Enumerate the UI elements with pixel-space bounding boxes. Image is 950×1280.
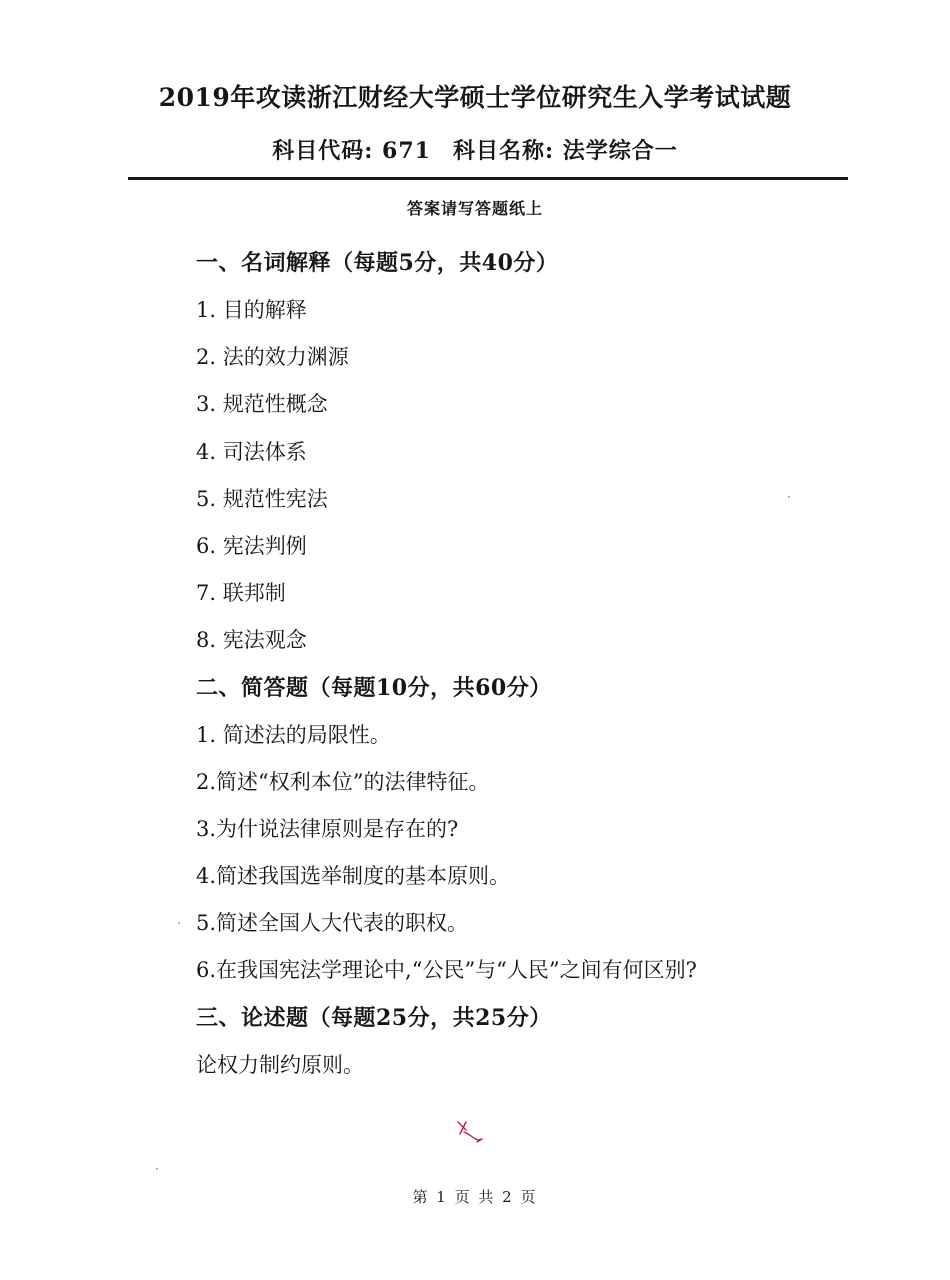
- header-divider: [128, 177, 848, 180]
- question-item: 1. 简述法的局限性。: [196, 722, 391, 747]
- question-item: 4. 司法体系: [196, 439, 307, 464]
- section-2: [196, 665, 896, 995]
- question-item: 5. 规范性宪法: [196, 486, 328, 511]
- answer-instruction: 答案请写答题纸上: [406, 199, 543, 218]
- question-item: 7. 联邦制: [196, 581, 286, 606]
- scan-speck: [178, 922, 180, 924]
- section-1: [196, 240, 896, 665]
- scan-speck: [788, 496, 790, 498]
- question-item: 2.简述“权利本位”的法律特征。: [196, 769, 490, 794]
- question-item: 4.简述我国选举制度的基本原则。: [196, 864, 511, 889]
- question-item: 6. 宪法判例: [196, 533, 307, 558]
- subject-name: 科目名称: 法学综合一: [452, 138, 678, 164]
- question-item: 8. 宪法观念: [196, 628, 307, 653]
- question-item: 1. 目的解释: [196, 298, 307, 322]
- question-content: [196, 240, 896, 1089]
- subject-line: [0, 134, 950, 165]
- question-item: 6.在我国宪法学理论中,“公民”与“人民”之间有何区别?: [196, 958, 697, 983]
- subject-code: 科目代码: 671: [272, 138, 431, 164]
- exam-title: 2019年攻读浙江财经大学硕士学位研究生入学考试试题: [158, 83, 792, 112]
- question-item: 5.简述全国人大代表的职权。: [196, 911, 469, 936]
- section-heading: 三、论述题（每题25分，共25分）: [196, 1004, 552, 1031]
- page-number: 第 1 页 共 2 页: [412, 1188, 538, 1206]
- question-item: 2. 法的效力渊源: [196, 345, 349, 370]
- handwritten-mark-icon: [452, 1118, 488, 1148]
- question-item: 3. 规范性概念: [196, 392, 328, 417]
- section-heading: 一、名词解释（每题5分，共40分）: [196, 250, 559, 276]
- scan-speck: [156, 1168, 158, 1170]
- section-heading: 二、简答题（每题10分，共60分）: [196, 674, 552, 701]
- question-item: 3.为什说法律原则是存在的?: [196, 816, 459, 841]
- section-3: [196, 995, 896, 1089]
- question-item: 论权力制约原则。: [196, 1052, 364, 1077]
